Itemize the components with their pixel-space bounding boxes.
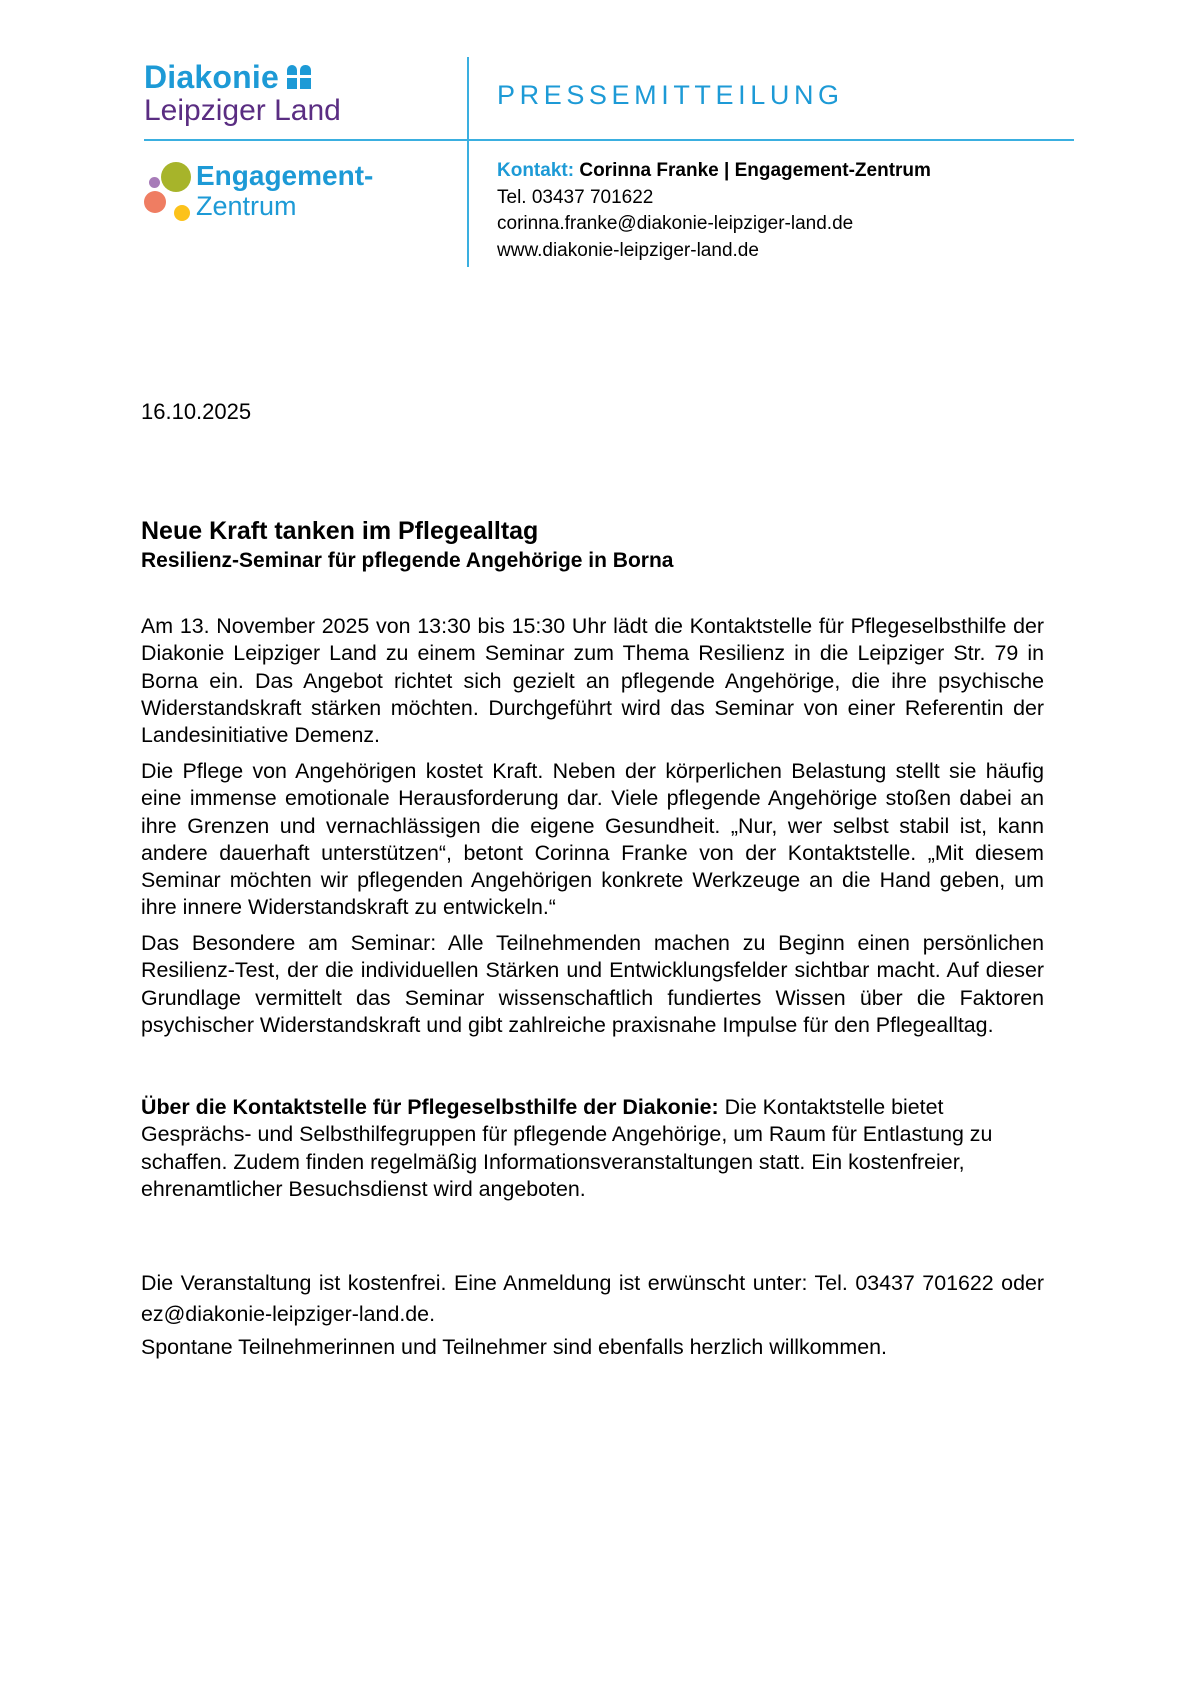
- engagement-zentrum-logo: [144, 160, 444, 230]
- logo-dot-icon: [144, 191, 166, 213]
- about-text: Die Kontaktstelle bietet Gesprächs- und Selbsthilfegruppen für pflegende Angehörige, um Raum für Entlastung zu schaffen. Zudem finden regelmäßig Informationsveranstaltungen statt. Ein kostenfreier, ehrenamtlicher Besuchsdienst wird angeboten.: [141, 1095, 993, 1201]
- release-date: 16.10.2025: [141, 399, 252, 424]
- logo-dot-icon: [149, 177, 160, 188]
- subheadline: Resilienz-Seminar für pflegende Angehörige in Borna: [141, 549, 674, 572]
- diakonie-crest-icon: [287, 65, 311, 89]
- diakonie-logo: [144, 60, 341, 128]
- header-horizontal-divider: [144, 139, 1074, 141]
- body-paragraph: Am 13. November 2025 von 13:30 bis 15:30 Uhr lädt die Kontaktstelle für Pflegeselbsthilfe der Diakonie Leipziger Land zu einem Seminar zum Thema Resilienz in die Leipziger Str. 79 in Borna ein. Das Angebot richtet sich gezielt an pflegende Angehörige, die ihre psychische Widerstandskraft stärken möchten. Durchgeführt wird das Seminar von einer Referentin der Landesinitiative Demenz.: [141, 614, 1044, 748]
- logo-dot-icon: [161, 162, 191, 192]
- body-paragraph: Die Pflege von Angehörigen kostet Kraft. Neben der körperlichen Belastung stellt sie häufig eine immense emotionale Herausforderung dar. Viele pflegende Angehörige stoßen dabei an ihre Grenzen und vernachlässigen die eigene Gesundheit. „Nur, wer selbst stabil ist, kann andere dauerhaft unterstützen“, betont Corinna Franke von der Kontaktstelle. „Mit diesem Seminar möchten wir pflegenden Angehörigen konkrete Werkzeuge an die Hand geben, um ihre innere Widerstandskraft zu entwickeln.“: [141, 759, 1044, 920]
- diakonie-wordmark: Diakonie: [144, 59, 279, 95]
- logo-dot-icon: [174, 205, 190, 221]
- engagement-wordmark: Engagement-: [196, 160, 374, 191]
- registration-paragraph: Die Veranstaltung ist kostenfrei. Eine Anmeldung ist erwünscht unter: Tel. 03437 701622 oder ez@diakonie-leipziger-land.de.: [141, 1271, 1044, 1326]
- contact-email-link[interactable]: corinna.franke@diakonie-leipziger-land.de: [497, 213, 854, 234]
- header-vertical-divider: [467, 57, 469, 267]
- region-wordmark: Leipziger Land: [144, 94, 341, 127]
- about-paragraph: [141, 1094, 1051, 1203]
- contact-label: Kontakt:: [497, 160, 575, 181]
- contact-website-link[interactable]: www.diakonie-leipziger-land.de: [497, 239, 759, 261]
- contact-phone: Tel. 03437 701622: [497, 186, 654, 208]
- contact-block: [497, 158, 931, 264]
- closing-paragraph: Spontane Teilnehmerinnen und Teilnehmer sind ebenfalls herzlich willkommen.: [141, 1335, 887, 1359]
- contact-name: Corinna Franke | Engagement-Zentrum: [579, 160, 931, 181]
- body-paragraph: Das Besondere am Seminar: Alle Teilnehmenden machen zu Beginn einen persönlichen Resilienz-Test, der die individuellen Stärken und Entwicklungsfelder sichtbar macht. Auf dieser Grundlage vermittelt das Seminar wissenschaftlich fundiertes Wissen über die Faktoren psychischer Widerstandskraft und gibt zahlreiche praxisnahe Impulse für den Pflegealltag.: [141, 931, 1044, 1037]
- document-type-title: PRESSEMITTEILUNG: [497, 80, 844, 110]
- zentrum-wordmark: Zentrum: [196, 191, 297, 221]
- headline: Neue Kraft tanken im Pflegealltag: [141, 517, 539, 545]
- contact-line: [497, 158, 931, 185]
- about-heading: Über die Kontaktstelle für Pflegeselbsthilfe der Diakonie:: [141, 1095, 719, 1119]
